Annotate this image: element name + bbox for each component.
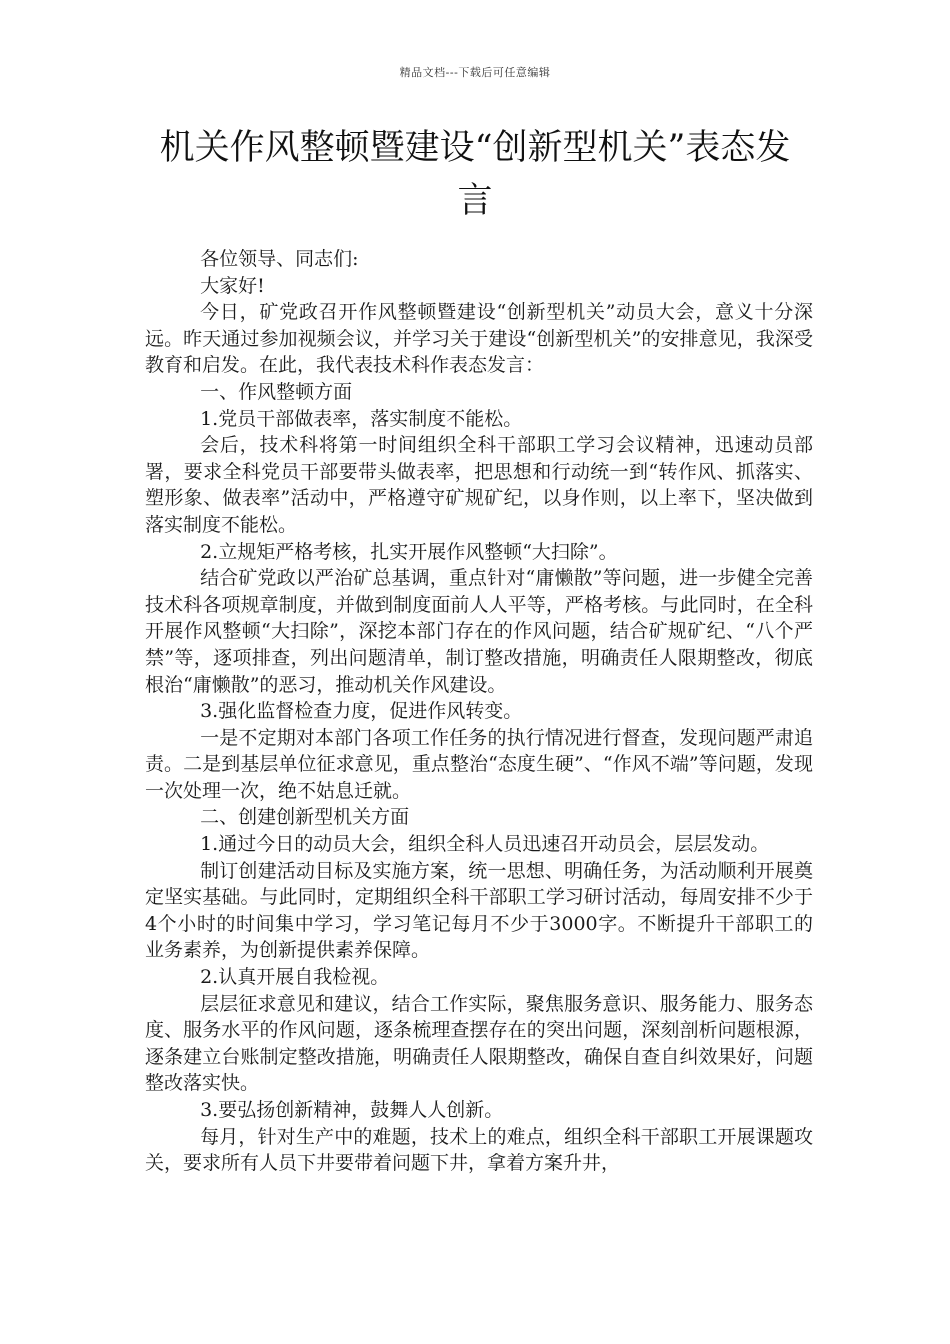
paragraph-1-2: 结合矿党政以严治矿总基调，重点针对“庸懒散”等问题，进一步健全完善技术科各项规章制度，并做到制度面前人人平等，严格考核。与此同时，在全科开展作风整顿“大扫除”，深挖本部门存在的作风问题，结合矿规矿纪、“八个严禁”等，逐项排查，列出问题清单，制订整改措施，明确责任人限期整改，彻底根治“庸懒散”的恶习，推动机关作风建设。 bbox=[145, 567, 813, 696]
paragraph-2-1: 制订创建活动目标及实施方案，统一思想、明确任务，为活动顺利开展奠定坚实基础。与此同时，定期组织全科干部职工学习研讨活动，每周安排不少于4个小时的时间集中学习，学习笔记每月不少于3000字。不断提升干部职工的业务素养，为创新提供素养保障。 bbox=[145, 859, 813, 962]
header-note: 精品文档---下载后可任意编辑 bbox=[399, 66, 551, 79]
paragraph-greeting: 各位领导、同志们: bbox=[200, 248, 359, 270]
paragraph-2-3: 每月，针对生产中的难题，技术上的难点，组织全科干部职工开展课题攻关，要求所有人员下井要带着问题下井，拿着方案升井， bbox=[145, 1125, 813, 1175]
document-body bbox=[145, 246, 813, 1177]
paragraph-1-3: 一是不定期对本部门各项工作任务的执行情况进行督查，发现问题严肃追责。二是到基层单位征求意见，重点整治“态度生硬”、“作风不端”等问题，发现一次处理一次，绝不姑息迁就。 bbox=[145, 726, 813, 802]
subheading-1-3: 3.强化监督检查力度，促进作风转变。 bbox=[200, 700, 523, 723]
subheading-2-1: 1.通过今日的动员大会，组织全科人员迅速召开动员会，层层发动。 bbox=[200, 833, 770, 856]
subheading-2-2: 2.认真开展自我检视。 bbox=[200, 966, 390, 989]
paragraph-intro: 今日，矿党政召开作风整顿暨建设“创新型机关”动员大会，意义十分深远。昨天通过参加视频会议，并学习关于建设“创新型机关”的安排意见，我深受教育和启发。在此，我代表技术科作表态发言： bbox=[145, 301, 813, 377]
paragraph-2-2: 层层征求意见和建议，结合工作实际，聚焦服务意识、服务能力、服务态度、服务水平的作风问题，逐条梳理查摆存在的突出问题，深刻剖析问题根源，逐条建立台账制定整改措施，明确责任人限期整改，确保自查自纠效果好，问题整改落实快。 bbox=[145, 992, 813, 1095]
document-title: 机关作风整顿暨建设“创新型机关”表态发言 bbox=[159, 128, 791, 221]
paragraph-hello: 大家好! bbox=[200, 274, 265, 297]
paragraph-1-1: 会后，技术科将第一时间组织全科干部职工学习会议精神，迅速动员部署，要求全科党员干部要带头做表率，把思想和行动统一到“转作风、抓落实、塑形象、做表率”活动中，严格遵守矿规矿纪，以身作则，以上率下，坚决做到落实制度不能松。 bbox=[145, 434, 813, 536]
subheading-1-2: 2.立规矩严格考核，扎实开展作风整顿“大扫除”。 bbox=[200, 540, 618, 563]
section-heading-2: 二、创建创新型机关方面 bbox=[200, 806, 410, 829]
subheading-1-1: 1.党员干部做表率，落实制度不能松。 bbox=[200, 407, 523, 430]
section-heading-1: 一、作风整顿方面 bbox=[200, 380, 353, 403]
subheading-2-3: 3.要弘扬创新精神，鼓舞人人创新。 bbox=[200, 1099, 504, 1121]
